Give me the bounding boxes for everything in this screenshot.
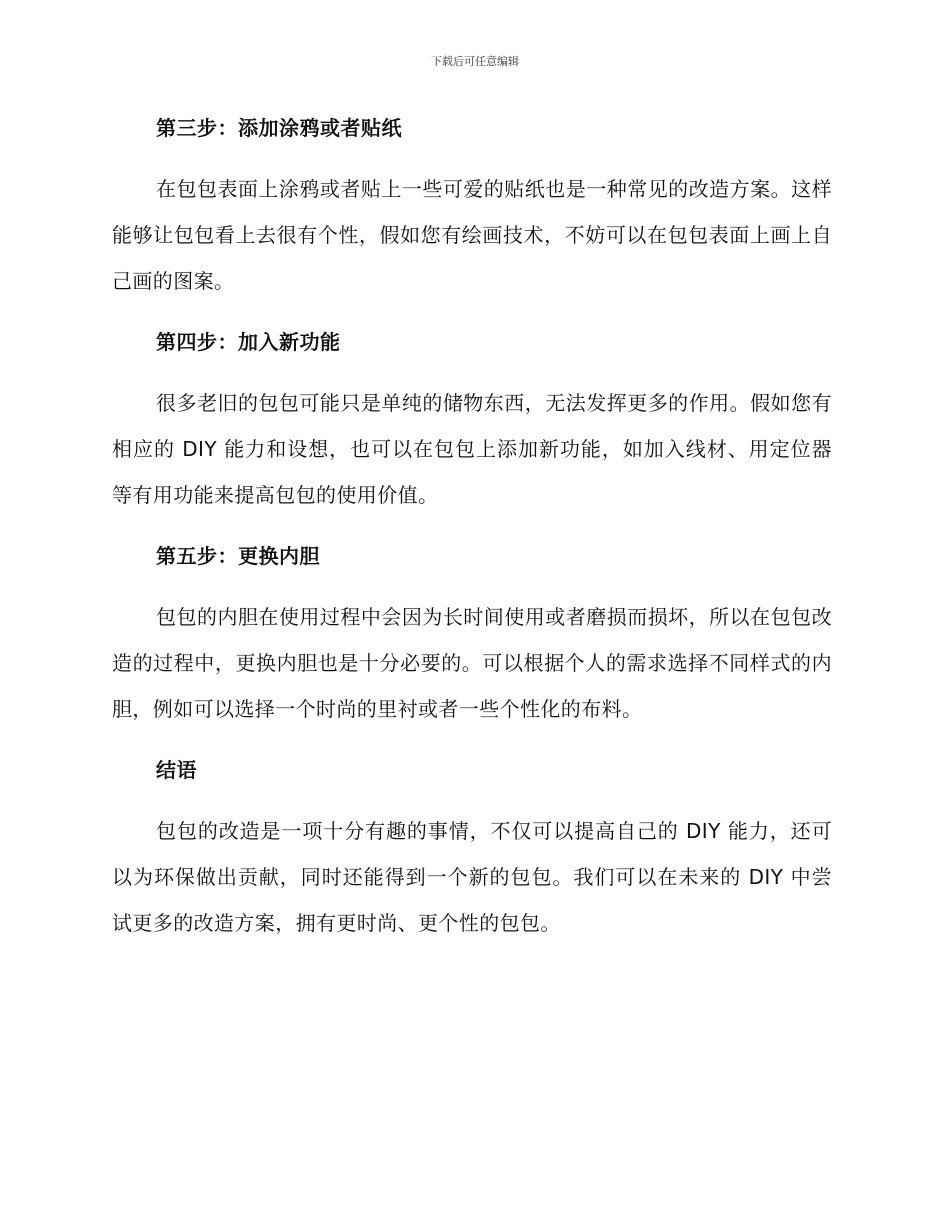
section-step-five — [112, 540, 832, 754]
section-conclusion — [112, 754, 832, 946]
section-paragraph: 包包的改造是一项十分有趣的事情，不仅可以提高自己的 DIY 能力，还可以为环保做出贡献，同时还能得到一个新的包包。我们可以在未来的 DIY 中尝试更多的改造方案，拥有更时尚、更个性的包包。 — [112, 819, 832, 935]
section-paragraph: 包包的内胆在使用过程中会因为长时间使用或者磨损而损坏，所以在包包改造的过程中，更换内胆也是十分必要的。可以根据个人的需求选择不同样式的内胆，例如可以选择一个时尚的里衬或者一些个性化的布料。 — [112, 605, 832, 721]
page-header-note: 下载后可任意编辑 — [431, 55, 519, 68]
section-paragraph: 很多老旧的包包可能只是单纯的储物东西，无法发挥更多的作用。假如您有相应的 DIY 能力和设想，也可以在包包上添加新功能，如加入线材、用定位器等有用功能来提高包包的使用价值。 — [112, 391, 832, 507]
section-heading: 结语 — [156, 758, 197, 782]
section-heading: 第三步：添加涂鸦或者贴纸 — [156, 116, 402, 140]
section-heading: 第五步：更换内胆 — [156, 544, 320, 568]
section-step-four — [112, 326, 832, 540]
document-body — [112, 112, 832, 946]
section-paragraph: 在包包表面上涂鸦或者贴上一些可爱的贴纸也是一种常见的改造方案。这样能够让包包看上去很有个性，假如您有绘画技术，不妨可以在包包表面上画上自己画的图案。 — [112, 177, 832, 293]
section-step-three — [112, 112, 832, 326]
section-heading: 第四步：加入新功能 — [156, 330, 341, 354]
